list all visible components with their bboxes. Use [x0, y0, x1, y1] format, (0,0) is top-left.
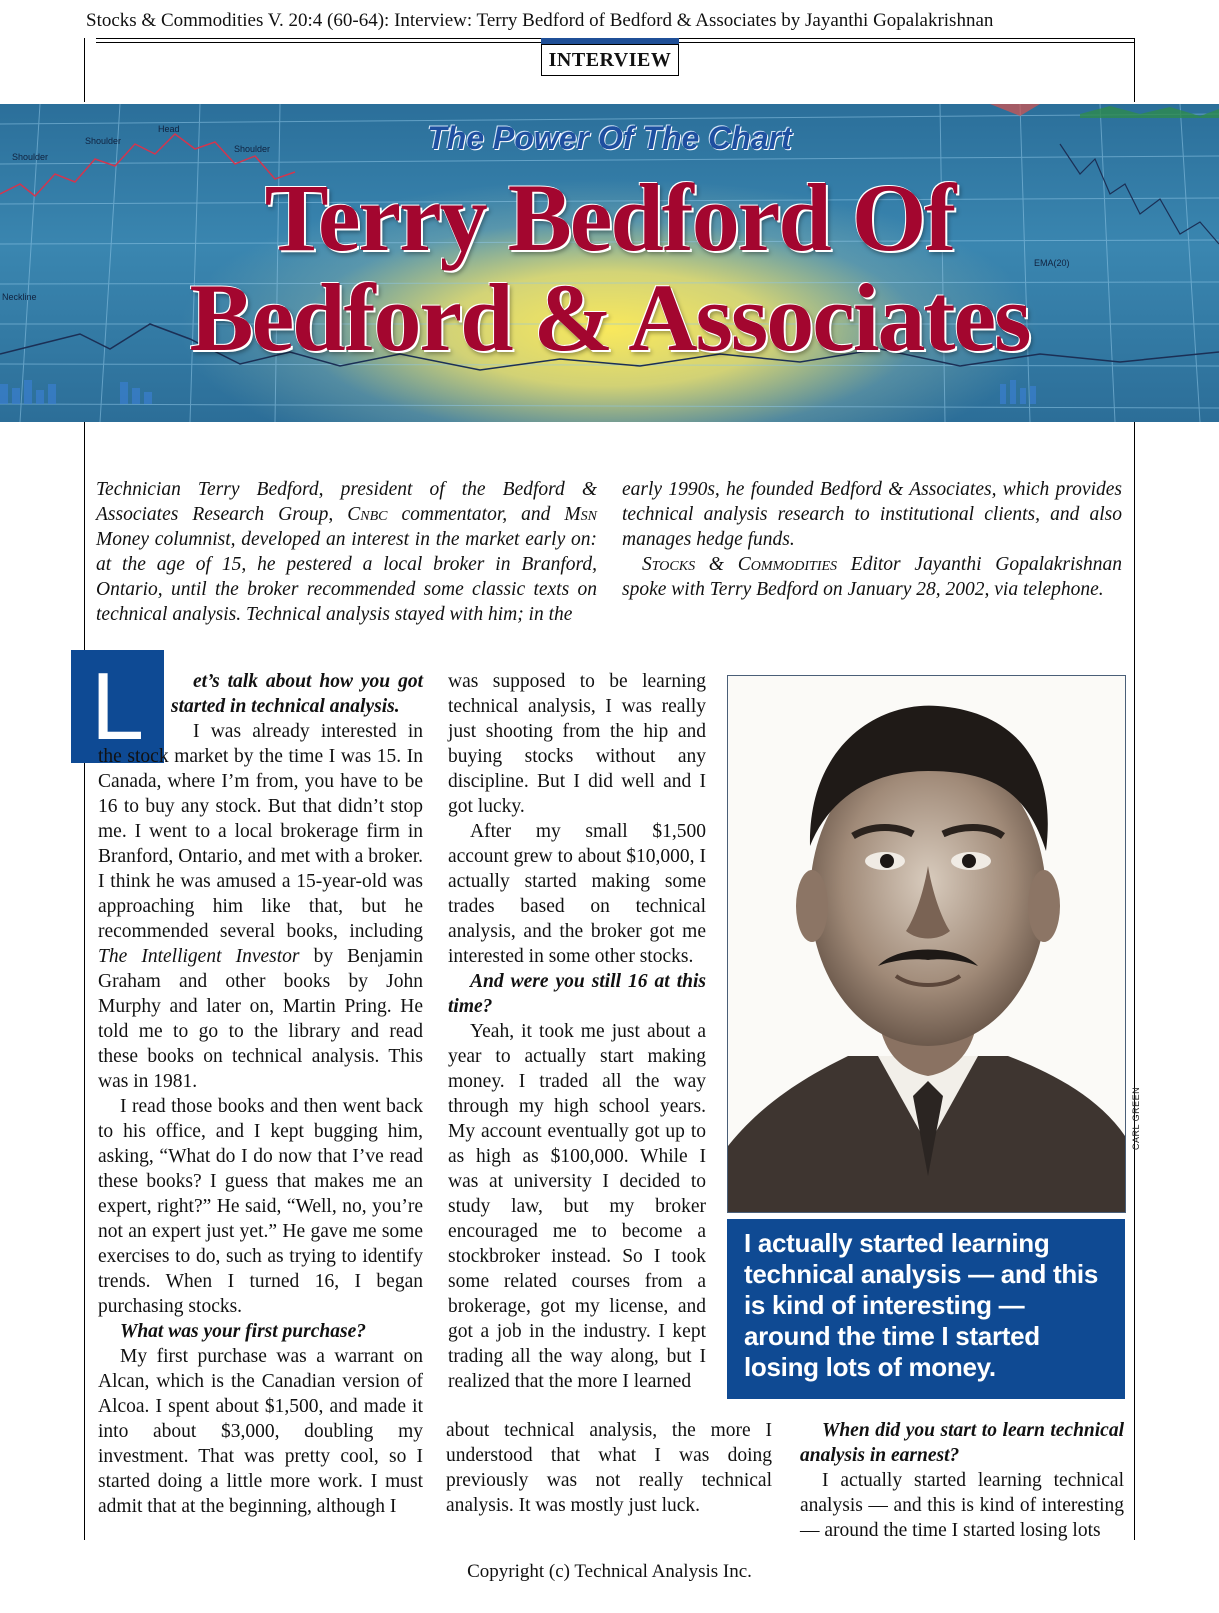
question: When did you start to learn technical analysis in earnest? [800, 1420, 1124, 1466]
question: What was your first purchase? [120, 1321, 366, 1342]
chart-label-shoulder-1: Shoulder [85, 136, 122, 146]
left-margin-line [84, 422, 85, 1540]
intro-cnbc: Cnbc [347, 504, 388, 525]
question: et’s talk about how you got started in technical analysis. [171, 671, 423, 717]
illustration-credit: CARL GREEN [1131, 1086, 1141, 1150]
answer-text: I was already interested in the stock market by the time I was 15. In Canada, where I’m from, you have to be 16 to buy any stock. But that didn’t stop me. I went to a local brokerage firm in Branford, Ontario, and met with a broker. I think he was amused a 15-year-old was approaching him like that, but he recommended several books, including [98, 721, 423, 942]
answer-paragraph: After my small $1,500 account grew to about $10,000, I actually started making some trades based on technical analysis, and the broker got me interested in some other stocks. [448, 821, 706, 967]
chart-label-neckline: Neckline [2, 292, 37, 302]
chart-label-shoulder-2: Shoulder [12, 152, 49, 162]
histogram-bars [0, 380, 1036, 404]
answer-paragraph: was supposed to be learning technical analysis, I was really just shooting from the hip and buying stocks without any discipline. But I did well and I got lucky. [448, 671, 706, 817]
article-headline [0, 164, 1219, 371]
intro-text: Money columnist, developed an interest in the market early on: at the age of 15, he pestered a local broker in Branford, Ontario, until the broker recommended some classic texts on technical analysis. Technical analysis stayed with him; in the [96, 529, 597, 625]
answer-paragraph [98, 719, 423, 1094]
right-pupil [962, 854, 976, 868]
article-column-3 [800, 1418, 1124, 1543]
answer-paragraph: Yeah, it took me just about a year to actually start making money. I traded all the way through my high school years. My account eventually got up to as high as $100,000. While I was at university I decided to study law, but my broker encouraged me to become a stockbroker instead. So I took some related courses from a brokerage, got my license, and got a job in the industry. I kept trading all the way along, but I realized that the more I learned [448, 1021, 706, 1392]
intro-column-2 [622, 477, 1122, 602]
chart-label-shoulder-3: Shoulder [234, 144, 271, 154]
answer-text: by Benjamin Graham and other books by John Murphy and later on, Martin Pring. He told me to go to the library and read these books on technical analysis. This was in 1981. [98, 946, 423, 1092]
answer-paragraph: about technical analysis, the more I understood that what I was doing previously was not really technical analysis. It was mostly just luck. [446, 1420, 772, 1516]
answer-paragraph: My first purchase was a warrant on Alcan, which is the Canadian version of Alcoa. I spent about $1,500, and made it into about $3,000, doubling my investment. That was pretty cool, so I started doing a little more work. I must admit that at the beginning, although I [98, 1346, 423, 1517]
article-column-2 [448, 669, 706, 1394]
intro-text: Technician Terry Bedford, president of the Bedford & Associates Research Group, [96, 479, 597, 525]
copyright-footer: Copyright (c) Technical Analysis Inc. [467, 1561, 752, 1582]
right-margin-line-top [1134, 38, 1135, 102]
intro-paragraph: early 1990s, he founded Bedford & Associates, which provides technical analysis research to institutional clients, and also manages hedge funds. [622, 479, 1122, 550]
intro-text: Editor Jayanthi Gopalakrishnan spoke with Terry Bedford on January 28, 2002, via telephone. [622, 554, 1122, 600]
chart-label-head: Head [158, 124, 180, 134]
right-margin-line [1134, 422, 1135, 1540]
headline-line-1: Terry Bedford Of [264, 164, 955, 271]
red-marker [990, 104, 1040, 116]
drop-cap: L [71, 650, 164, 763]
portrait-sketch [728, 676, 1125, 1212]
section-label: INTERVIEW [541, 44, 679, 76]
article-column-1 [98, 719, 423, 1519]
intro-column-1 [96, 477, 597, 627]
intro-msn: Msn [564, 504, 597, 525]
question: And were you still 16 at this time? [448, 971, 706, 1017]
volume-area [1080, 106, 1219, 118]
intro-text: commentator, and [387, 504, 565, 525]
portrait-illustration [727, 675, 1126, 1213]
pull-quote: I actually started learning technical analysis — and this is kind of interesting — around the time I started losing lots of money. [727, 1219, 1125, 1399]
banner-kicker: The Power Of The Chart [427, 120, 792, 156]
headline-line-2: Bedford & Associates [189, 264, 1030, 371]
right-ear [1028, 870, 1060, 942]
article-column-2-continued [446, 1418, 772, 1518]
magazine-name: Stocks & Commodities [642, 554, 838, 575]
article-column-1-top [171, 669, 423, 719]
book-title: The Intelligent Investor [98, 946, 300, 967]
running-head: Stocks & Commodities V. 20:4 (60-64): Interview: Terry Bedford of Bedford & Associates by Jayanthi Gopalakrishnan [86, 10, 994, 31]
chart-label-ema: EMA(20) [1034, 258, 1070, 268]
left-margin-line-top [84, 38, 85, 102]
intro-paragraph [622, 552, 1122, 602]
left-ear [796, 870, 828, 942]
title-banner [0, 104, 1219, 422]
answer-paragraph: I actually started learning technical analysis — and this is kind of interesting — around the time I started losing lots [800, 1470, 1124, 1541]
left-pupil [880, 854, 894, 868]
answer-paragraph: I read those books and then went back to his office, and I kept bugging him, asking, “What do I do now that I’ve read these books? I guess that makes me an expert, right?” He said, “Well, no, you’re not an expert just yet.” He gave me some exercises to do, such as trying to identify trends. When I turned 16, I began purchasing stocks. [98, 1096, 423, 1317]
